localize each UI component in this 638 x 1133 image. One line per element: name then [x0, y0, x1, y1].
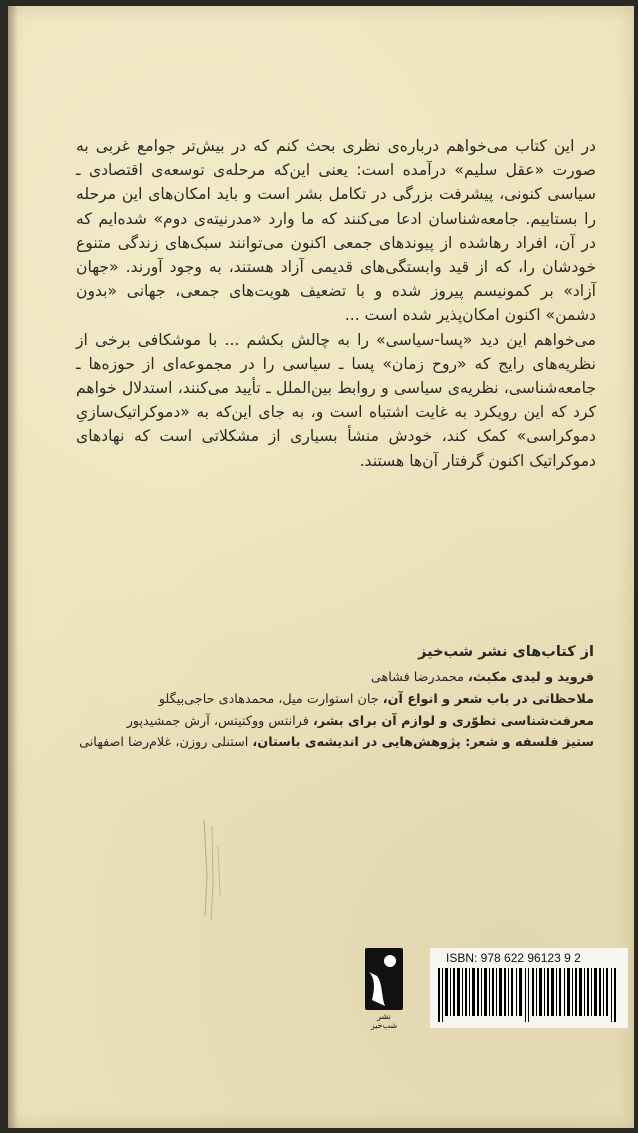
book-authors: جان استوارت میل، محمدهادی حاجی‌بیگلو: [158, 691, 383, 707]
book-title: ستیز فلسفه و شعر: پژوهش‌هایی در اندیشه‌ی باستان،: [252, 735, 594, 751]
publisher-book-list: [74, 644, 594, 754]
publisher-logo: [365, 948, 403, 1030]
publisher-logo-icon: [365, 948, 403, 1010]
book-list-item: [74, 689, 594, 711]
isbn-barcode: [430, 948, 628, 1028]
barcode-icon: [438, 968, 620, 1022]
blurb-paragraph-2: می‌خواهم این دید «پسا-سیاسی» را به چالش بکشم ... با موشکافی برخی از نظریه‌های رایج که «روح زمان» پسا ـ سیاسی را در مجموعه‌ای از حوزه‌ها ـ جامعه‌شناسی، نظریه‌ی سیاسی و روابط بین‌الملل ـ تأیید می‌کنند، استدلال خواهم کرد که این رویکرد به غایت اشتباه است و، به جای این‌که به «دموکراتیک‌سازیِ دموکراسی» کمک کند، خودش منشأ بسیاری از مشکلاتی است که نهادهای دموکراتیک اکنون گرفتار آن‌ها هستند.: [76, 330, 596, 470]
blurb-text: [76, 134, 596, 473]
book-title: معرفت‌شناسی تطوّری و لوازم آن برای بشر،: [312, 713, 594, 729]
book-list-heading: از کتاب‌های نشر شب‌خیز: [418, 644, 594, 660]
book-title: ملاحظاتی در باب شعر و انواع آن،: [382, 691, 594, 707]
blurb-paragraph-1: در این کتاب می‌خواهم درباره‌ی نظری بحث کنم که در بیش‌تر جوامع غربی به صورت «عقل سلیم» درآمده است: یعنی این‌که مرحله‌ی توسعه‌ی اقتصادی ـ سیاسی کنونی، پیشرفت بزرگی در تکامل بشر است و باید امکان‌های این مرحله را بستاییم. جامعه‌شناسان ادعا می‌کنند که ما وارد «مدرنیته‌ی دوم» شده‌ایم که در آن، افراد رهاشده از پیوندهای جمعی اکنون می‌توانند سبک‌های زندگی متنوع خودشان را، که از قید وابستگی‌های قدیمی آزاد هستند، به وجود آورند. «جهان آزاد» بر کمونیسم پیروز شده و با تضعیف هویت‌های جمعی، جهانی «بدون دشمن» اکنون امکان‌پذیر شده است ...: [76, 137, 596, 325]
paper-scratch-mark: [198, 816, 228, 926]
book-title: فروید و لیدی مکبث،: [468, 670, 594, 685]
book-list-item: [74, 711, 594, 733]
book-authors: محمدرضا فشاهی: [370, 670, 469, 685]
book-list-item: [74, 667, 594, 689]
isbn-number: ISBN: 978 622 96123 9 2: [446, 951, 581, 965]
spine-shadow: [8, 6, 18, 1128]
publisher-logo-caption: نشر شب‌خیز: [370, 1012, 398, 1030]
book-back-cover: [8, 6, 634, 1128]
book-list-item: [74, 732, 594, 754]
book-authors: فرانتس ووکتیتس، آرش جمشیدپور: [126, 713, 313, 729]
book-authors: استنلی روزن، غلام‌رضا اصفهانی: [79, 735, 253, 751]
